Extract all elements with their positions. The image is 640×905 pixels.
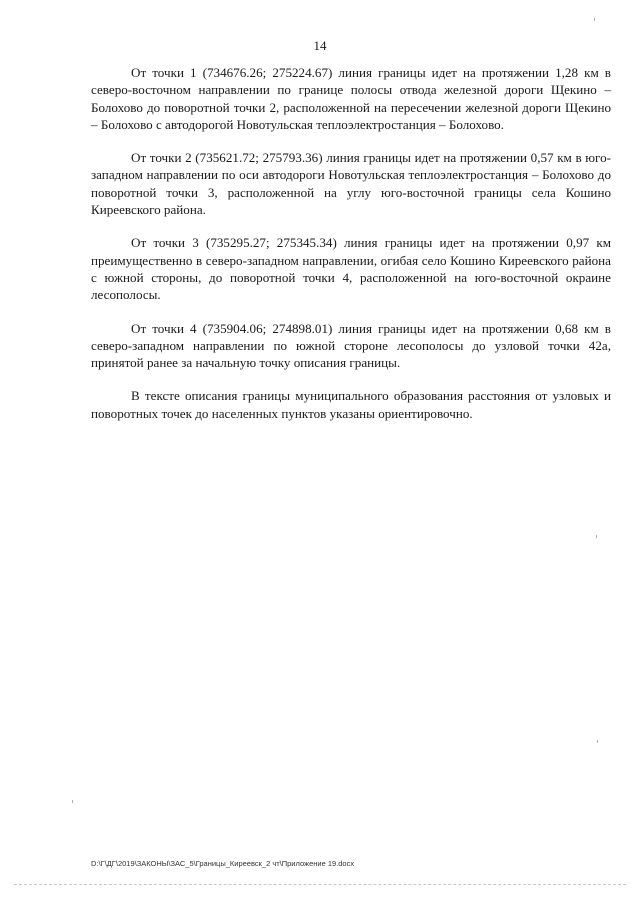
page-number: 14 (313, 38, 327, 53)
paragraph-point-4: От точки 4 (735904.06; 274898.01) линия границы идет на протяжении 0,68 км в северо-западном направлении по южной стороне лесополосы до узловой точки 42а, принятой ранее за начальную точку описания границы. (91, 320, 611, 371)
paragraph-distance-note: В тексте описания границы муниципального образования расстояния от узловых и поворотных точек до населенных пунктов указаны ориентировочно. (91, 388, 611, 421)
paragraph-point-2: От точки 2 (735621.72; 275793.36) линия границы идет на протяжении 0,57 км в юго-западном направлении по оси автодороги Новотульская теплоэлектростанция – Болохово до поворотной точки 3, расположенной на углу юго-восточной границы села Кошино Киреевского района. (91, 150, 611, 218)
paragraph-point-3: От точки 3 (735295.27; 275345.34) линия границы идет на протяжении 0,97 км преимущественно в северо-западном направлении, огибая село Кошино Киреевского района с южной стороны, до поворотной точки 4, расположенной на юго-восточной окраине лесополосы. (91, 235, 611, 303)
scan-edge-line (14, 884, 626, 885)
footer-file-path: D:\Г\ДГ\2019\ЗАКОНЫ\ЗАС_5\Границы_Киреевск_2 чт\Приложение 19.docx (91, 859, 355, 868)
paragraph-point-1: От точки 1 (734676.26; 275224.67) линия границы идет на протяжении 1,28 км в северо-восточном направлении по границе полосы отвода железной дороги Щекино – Болохово до поворотной точки 2, расположенной на пересечении железной дороги Щекино – Болохово с автодорогой Новотульская теплоэлектростанция – Болохово. (91, 65, 611, 132)
scan-speck (596, 535, 597, 538)
scan-speck (597, 740, 598, 743)
scan-speck (72, 800, 73, 803)
scan-speck (594, 18, 595, 21)
document-body (91, 64, 611, 438)
